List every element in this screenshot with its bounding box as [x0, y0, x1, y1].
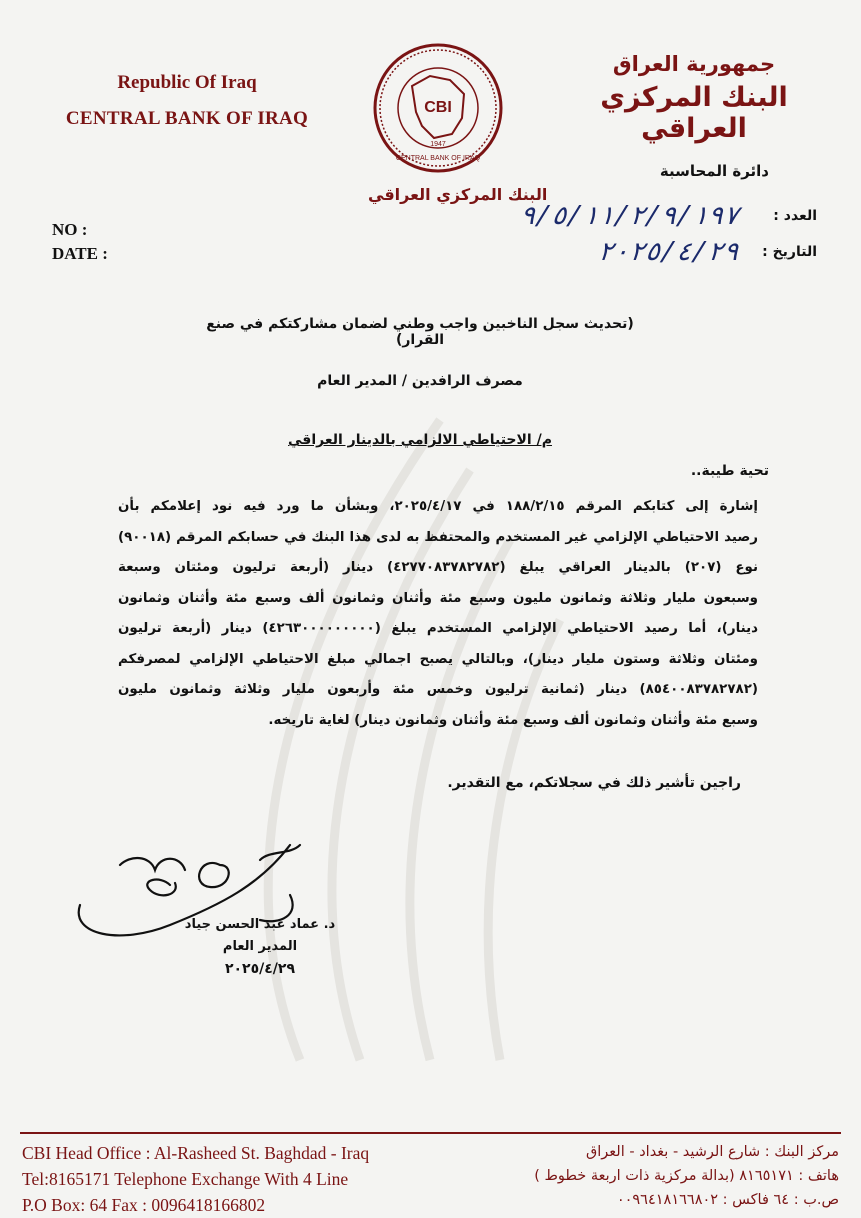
body-line: نوع (٢٠٧) بالدينار العراقي يبلغ (٤٢٧٧٠٨٣٧٨٢٧٨٢) دينار (أربعة ترليون ومئتان وسبعة: [118, 560, 758, 575]
republic-title-ar: جمهورية العراق: [612, 52, 776, 76]
footer-phone-en: Tel:8165171 Telephone Exchange With 4 Line: [22, 1169, 349, 1189]
seal-center-text: CBI: [424, 99, 452, 116]
bank-title-en: CENTRAL BANK OF IRAQ: [65, 108, 309, 129]
body-line: ومئتان وثلاثة وستون مليار دينار)، وبالتالي يصبح اجمالي مبلغ الاحتياطي الإلزامي لمصرفكم: [118, 651, 758, 667]
signer-date: ٢٠٢٥/٤/٢٩: [224, 961, 296, 977]
footer-pobox-ar: ص.ب : ٦٤ فاكس : ٠٠٩٦٤١٨١٦٦٨٠٢: [616, 1192, 839, 1208]
ref-number-row: [520, 198, 817, 234]
letter-body: [118, 492, 758, 736]
seal-ring-text: CENTRAL BANK OF IRAQ: [395, 155, 481, 162]
header-right: [579, 52, 809, 180]
body-line: وسبع مئة وأثنان وثمانون ألف وسبع مئة وأثنان وثمانون دينار) لغاية تاريخه.: [268, 712, 758, 728]
body-line: (٨٥٤٠٠٨٣٧٨٢٧٨٢) دينار (ثمانية ترليون وخمس مئة وأربعون مليار وثلاثة وثمانون مليون: [118, 682, 758, 697]
greeting: تحية طيبة..: [690, 463, 769, 479]
campaign-slogan: (تحديث سجل الناخبين واجب وطني لضمان مشاركتكم في صنع القرار): [206, 316, 634, 348]
subject-line: م/ الاحتياطي الالزامي بالدينار العراقي: [288, 432, 552, 448]
header-left: [52, 72, 322, 130]
body-line: وسبعون مليار وثلاثة وثمانون مليون وسبع مئة وأثنان وثمانون ألف وسبع مئة وأثنان وثمانون: [118, 590, 758, 606]
ar-no-value: ٩/٥/١١/٢/٩/١٩٧: [518, 201, 741, 231]
ar-date-label: التاريخ :: [762, 244, 817, 260]
reference-labels-en: [52, 218, 108, 266]
reference-block-ar: [520, 198, 817, 270]
footer-phone-ar: هاتف : ٨١٦٥١٧١ (بدالة مركزية ذات اربعة خطوط ): [534, 1168, 839, 1184]
footer-divider: [20, 1132, 841, 1134]
republic-title: Republic Of Iraq: [117, 72, 257, 93]
footer-arabic: [534, 1140, 839, 1212]
body-line: إشارة إلى كتابكم المرقم ١٨٨/٢/١٥ في ٢٠٢٥/٤/١٧، وبشأن ما ورد فيه نود إعلامكم بأن: [118, 499, 758, 514]
signer-name: د. عماد عبد الحسن جياد: [184, 917, 336, 932]
department-name: دائرة المحاسبة: [659, 162, 769, 180]
ar-date-value: ٢٠٢٥/٤/٢٩: [596, 237, 741, 267]
date-label: DATE :: [52, 244, 108, 263]
ref-date-row: [520, 234, 817, 270]
signer-title: المدير العام: [222, 939, 298, 954]
body-line: دينار)، أما رصيد الاحتياطي الإلزامي المستخدم يبلغ (٤٢٦٣٠٠٠٠٠٠٠٠٠) دينار (أربعة ترليون: [118, 621, 758, 636]
footer-pobox-en: P.O Box: 64 Fax : 0096418166802: [22, 1195, 266, 1215]
footer-address-en: CBI Head Office : Al-Rasheed St. Baghdad - Iraq: [22, 1143, 370, 1163]
closing-line: راجين تأشير ذلك في سجلاتكم، مع التقدير.: [447, 775, 741, 791]
body-line: رصيد الاحتياطي الإلزامي غير المستخدم والمحتفظ به لدى هذا البنك في حسابكم المرقم (٩٠٠١٨): [118, 529, 758, 545]
no-label: NO :: [52, 220, 88, 239]
seal-year: 1947: [430, 141, 446, 148]
bank-stamp-text: البنك المركزي العراقي: [368, 185, 548, 204]
footer-english: [22, 1140, 369, 1218]
bank-title-ar: البنك المركزي العراقي: [600, 82, 788, 144]
cbi-seal-icon: [372, 42, 504, 174]
ar-no-label: العدد :: [773, 208, 817, 224]
addressee: مصرف الرافدين / المدير العام: [317, 373, 523, 389]
footer-address-ar: مركز البنك : شارع الرشيد - بغداد - العراق: [586, 1144, 839, 1160]
signer-block: [170, 914, 350, 980]
